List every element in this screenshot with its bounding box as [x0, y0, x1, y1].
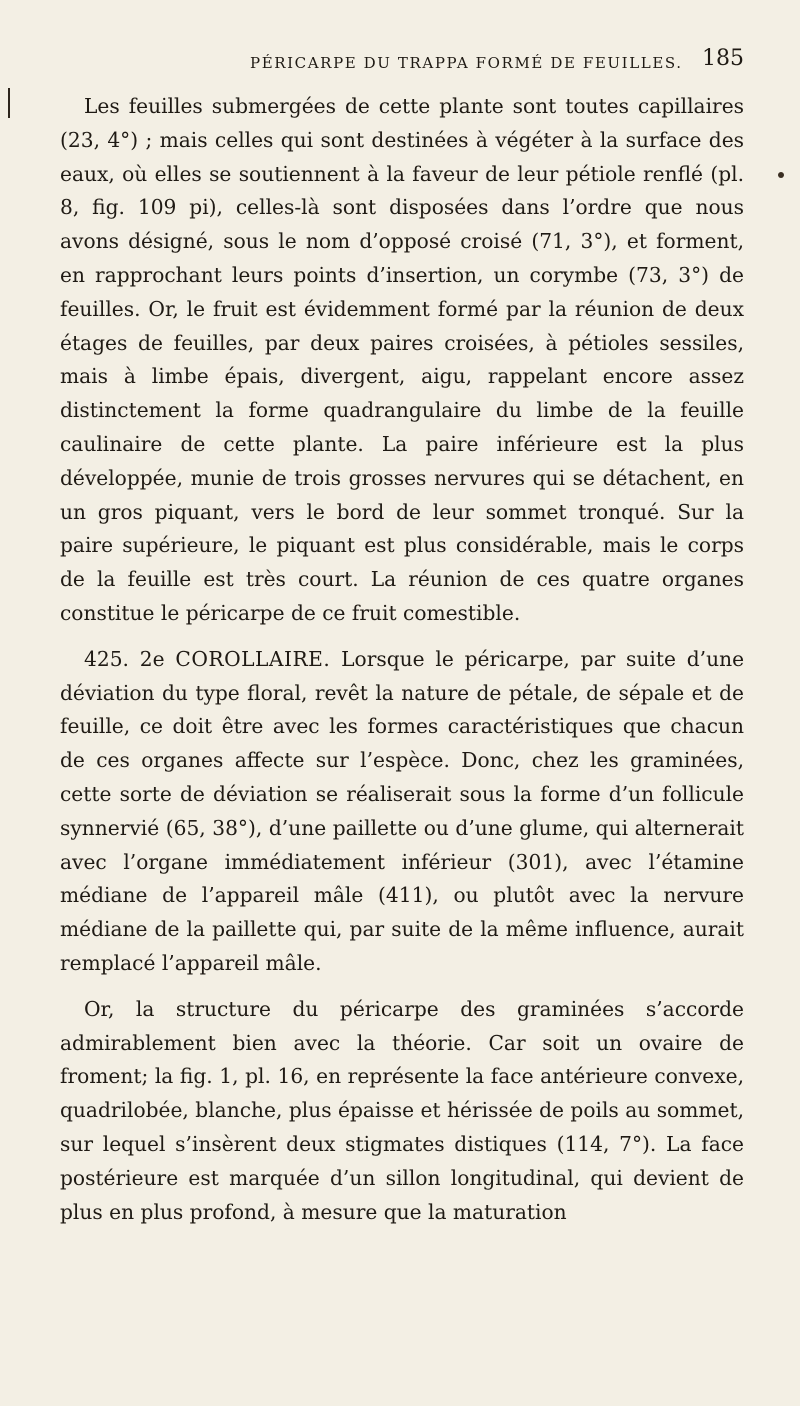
paragraph-number: 425. [84, 646, 129, 671]
paragraph-425-text: Lorsque le péricarpe, par suite d’une déviation du type floral, revêt la nature de pétale, de sépale et de feuille, ce doit être avec les formes caractéristiques que chacun de ces organes affecte sur l’espèce. Donc, chez les graminées, cette sorte de déviation se réaliserait sous la forme d’un follicule synnervié (65, 38°), d’une paillette ou d’une glume, qui alternerait avec l’organe immédiatement inférieur (301), avec l’étamine médiane de l’appareil mâle (411), ou plutôt avec la nervure médiane de la paillette qui, par suite de la même influence, aurait remplacé l’appareil mâle. [60, 646, 745, 975]
paragraph-425 [60, 643, 744, 981]
running-header [60, 46, 744, 82]
paragraph-3 [60, 993, 744, 1230]
margin-mark [8, 88, 10, 118]
margin-dot [778, 172, 784, 178]
running-title: PÉRICARPE DU TRAPPA FORMÉ DE FEUILLES. [250, 54, 683, 72]
paragraph-ordinal: 2e [139, 646, 165, 671]
page-number: 185 [702, 46, 744, 71]
body-text [60, 90, 744, 1229]
paragraph-1-text: Les feuilles submergées de cette plante sont toutes capillaires (23, 4°) ; mais celles qui sont destinées à végéter à la surface des eaux, où elles se soutiennent à la faveur de leur pétiole renflé (pl. 8, fig. 109 pi), celles-là sont disposées dans l’ordre que nous avons désigné, sous le nom d’opposé croisé (71, 3°), et forment, en rapprochant leurs points d’insertion, un corymbe (73, 3°) de feuilles. Or, le fruit est évidemment formé par la réunion de deux étages de feuilles, par deux paires croisées, à pétioles sessiles, mais à limbe épais, divergent, aigu, rappelant encore assez distinctement la forme quadrangulaire du limbe de la feuille caulinaire de cette plante. La paire inférieure est la plus développée, munie de trois grosses nervures qui se détachent, en un gros piquant, vers le bord de leur sommet tronqué. Sur la paire supérieure, le piquant est plus considérable, mais le corps de la feuille est très court. La réunion de ces quatre organes constitue le péricarpe de ce fruit comestible. [60, 94, 744, 625]
corollary-label: COROLLAIRE. [175, 646, 331, 671]
paragraph-1 [60, 90, 744, 631]
paragraph-3-text: Or, la structure du péricarpe des graminées s’accorde admirablement bien avec la théorie. Car soit un ovaire de froment; la fig. 1, pl. 16, en représente la face antérieure convexe, quadrilobée, blanche, plus épaisse et hérissée de poils au sommet, sur lequel s’insèrent deux stigmates distiques (114, 7°). La face postérieure est marquée d’un sillon longitudinal, qui devient de plus en plus profond, à mesure que la maturation [60, 996, 744, 1224]
